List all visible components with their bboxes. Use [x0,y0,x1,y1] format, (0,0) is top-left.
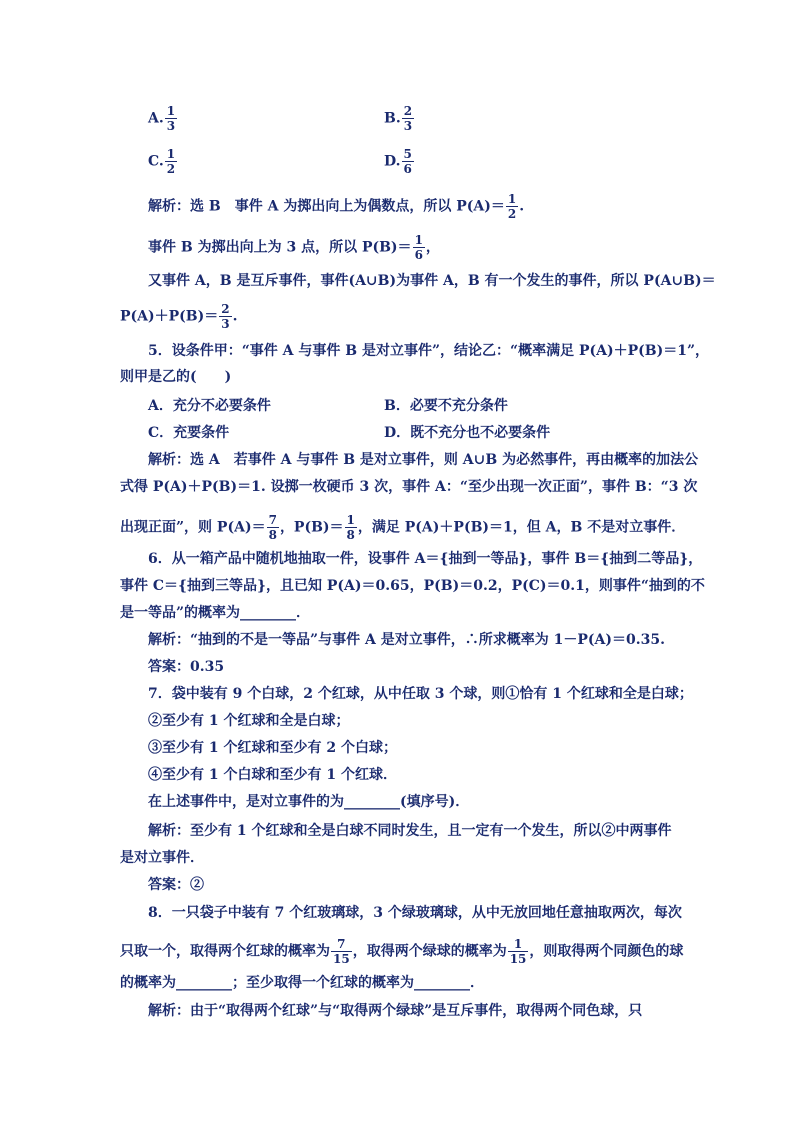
text: 只取一个，取得两个红球的概率为 [120,943,330,960]
q7-stem-line-5: 在上述事件中，是对立事件的为________(填序号)． [148,794,470,810]
q6-solution: 解析：“抽到的不是一等品”与事件 A 是对立事件，∴所求概率为 1－P(A)＝0.35. [148,632,665,648]
q7-stem-line-1: 7．袋中装有 9 个白球，2 个红球，从中任取 3 个球，则①恰有 1 个红球和全是白球； [148,686,693,702]
q5-solution-line-3 [120,513,686,542]
text: . [232,308,238,325]
numerator: 1 [507,192,517,206]
denominator: 8 [268,528,277,542]
q7-stem-line-2: ②至少有 1 个红球和全是白球； [148,713,350,729]
q7-stem-line-4: ④至少有 1 个白球和至少有 1 个红球． [148,767,397,783]
denominator: 15 [333,952,350,966]
fraction [508,937,529,966]
numerator: 1 [346,513,355,527]
option-d-label: D. [384,153,401,170]
text: ，取得两个绿球的概率为 [352,943,507,960]
text: ，P(B)＝ [279,519,344,536]
denominator: 2 [507,207,517,221]
numerator: 2 [221,302,230,316]
numerator: 2 [403,104,413,118]
denominator: 3 [221,317,230,331]
q7-solution-line-1: 解析：至少有 1 个红球和全是白球不同时发生，且一定有一个发生，所以②中两事件 [148,823,672,839]
text: ， [425,239,440,256]
denominator: 3 [403,119,413,133]
q5-stem-line-2: 则甲是乙的( ) [120,369,232,385]
q8-stem-line-3: 的概率为________；至少取得一个红球的概率为________． [120,975,484,991]
q7-solution-line-2: 是对立事件． [120,850,204,866]
denominator: 8 [346,528,355,542]
denominator: 6 [414,248,423,262]
q6-stem-line-2: 事件 C＝{抽到三等品}，且已知 P(A)＝0.65，P(B)＝0.2，P(C)＝0.1，则事件“抽到的不 [120,578,705,594]
q5-solution-line-1: 解析：选 A 若事件 A 与事件 B 是对立事件，则 A∪B 为必然事件，再由概率的加法公 [148,452,699,468]
fraction [345,513,357,542]
denominator: 2 [166,162,176,176]
option-a [148,104,178,133]
denominator: 6 [403,162,412,176]
option-d-fraction [402,147,414,176]
q5-stem-line-1: 5．设条件甲：“事件 A 与事件 B 是对立事件”，结论乙：“概率满足 P(A)＋P(B)＝1”， [148,343,710,359]
q8-stem-line-1: 8．一只袋子中装有 7 个红玻璃球，3 个绿玻璃球，从中无放回地任意抽取两次，每次 [148,905,682,921]
text: ，满足 P(A)＋P(B)＝1，但 A，B 不是对立事件． [357,519,686,536]
option-a-fraction [165,104,177,133]
numerator: 7 [268,513,277,527]
option-c-label: C. [148,153,164,170]
q8-solution-line-1: 解析：由于“取得两个红球”与“取得两个绿球”是互斥事件，取得两个同色球，只 [148,1003,643,1019]
numerator: 1 [166,147,176,161]
fraction [413,233,425,262]
fraction [267,513,279,542]
q4-solution-line-1 [148,192,708,221]
q6-answer: 答案：0.35 [148,659,225,675]
text: ，则取得两个同颜色的球 [529,943,684,960]
option-c-fraction [165,147,177,176]
text: 解析：选 B 事件 A 为掷出向上为偶数点，所以 P(A)＝ [148,198,505,215]
denominator: 3 [166,119,176,133]
q4-solution-line-2 [148,233,708,262]
option-c [148,147,178,176]
option-b [384,104,415,133]
q5-option-d: D．既不充分也不必要条件 [384,425,551,441]
q5-solution-line-2: 式得 P(A)＋P(B)＝1. 设掷一枚硬币 3 次，事件 A：“至少出现一次正面”，事件 B：“3 次 [120,479,698,495]
q7-stem-line-3: ③至少有 1 个红球和至少有 2 个白球； [148,740,397,756]
denominator: 15 [509,952,527,966]
fraction [506,192,518,221]
text: 出现正面”，则 P(A)＝ [120,519,266,536]
text: 事件 B 为掷出向上为 3 点，所以 P(B)＝ [148,239,412,256]
numerator: 7 [337,937,346,951]
q5-option-b: B．必要不充分条件 [384,398,508,414]
fraction [219,302,231,331]
option-b-label: B. [384,110,401,127]
q6-stem-line-1: 6．从一箱产品中随机地抽取一件，设事件 A＝{抽到一等品}，事件 B＝{抽到二等品}， [148,551,703,567]
numerator: 1 [166,104,176,118]
numerator: 5 [403,147,412,161]
numerator: 1 [513,937,523,951]
q4-solution-line-4 [120,302,680,331]
q4-solution-line-3: 又事件 A，B 是互斥事件，事件(A∪B)为事件 A，B 有一个发生的事件，所以 P(A∪B)＝ [148,273,716,289]
numerator: 1 [414,233,423,247]
option-a-label: A. [148,110,164,127]
q5-option-a: A．充分不必要条件 [148,398,271,414]
text: P(A)＋P(B)＝ [120,308,219,325]
q7-answer: 答案：② [148,877,204,893]
option-b-fraction [402,104,414,133]
option-d [384,147,415,176]
text: . [519,198,525,215]
fraction [331,937,352,966]
q6-stem-line-3: 是一等品”的概率为________． [120,605,311,621]
q5-option-c: C．充要条件 [148,425,230,441]
q8-stem-line-2 [120,937,684,966]
